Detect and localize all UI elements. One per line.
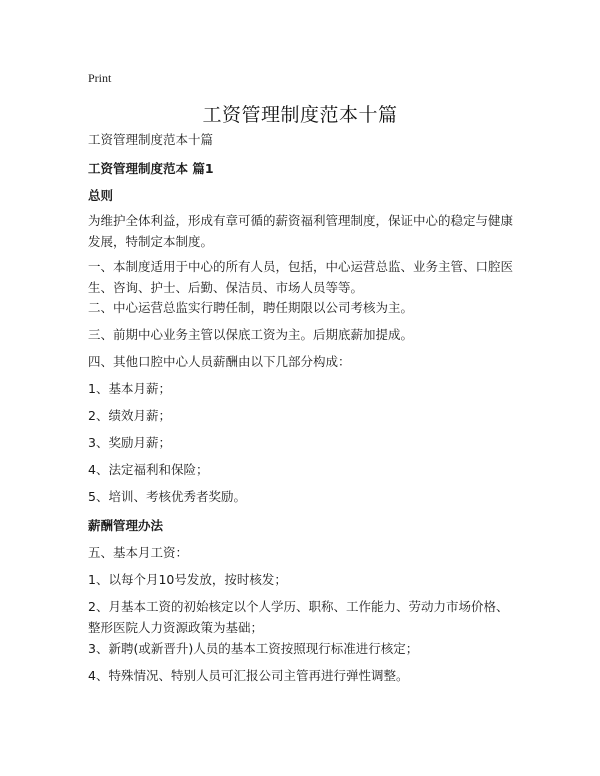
- paragraph-intro: 为维护全体利益，形成有章可循的薪资福利管理制度，保证中心的稳定与健康发展，特制定本制度。: [88, 213, 514, 249]
- salary-heading: 薪酬管理办法: [88, 518, 164, 533]
- paragraph-base-salary: 五、基本月工资：: [88, 545, 189, 560]
- paragraph-supervisor: 三、前期中心业务主管以保底工资为主。后期底薪加提成。: [88, 327, 414, 342]
- list-item: 5、培训、考核优秀者奖励。: [88, 489, 246, 504]
- section-heading: 工资管理制度范本 篇1: [88, 161, 214, 176]
- list-item: 3、奖励月薪；: [88, 435, 171, 450]
- paragraph-scope: 一、本制度适用于中心的所有人员，包括，中心运营总监、业务主管、口腔医生、咨询、护士、后勤、保洁员、市场人员等等。: [88, 259, 514, 295]
- list-item: 1、基本月薪；: [88, 381, 171, 396]
- list-item: 2、绩效月薪；: [88, 408, 171, 423]
- list-item: 1、以每个月10号发放，按时核发；: [88, 572, 287, 587]
- paragraph-composition: 四、其他口腔中心人员薪酬由以下几部分构成：: [88, 354, 351, 369]
- document-subtitle: 工资管理制度范本十篇: [88, 132, 214, 147]
- list-item: 2、月基本工资的初始核定以个人学历、职称、工作能力、劳动力市场价格、整形医院人力资源政策为基础；: [88, 599, 509, 635]
- list-item: 4、特殊情况、特别人员可汇报公司主管再进行弹性调整。: [88, 668, 409, 683]
- document-title: 工资管理制度范本十篇: [202, 104, 398, 126]
- list-item: 3、新聘(或新晋升)人员的基本工资按照现行标准进行核定；: [88, 641, 419, 656]
- paragraph-director: 二、中心运营总监实行聘任制，聘任期限以公司考核为主。: [88, 300, 414, 315]
- list-item: 4、法定福利和保险；: [88, 462, 209, 477]
- general-heading: 总则: [88, 188, 114, 203]
- print-link[interactable]: Print: [88, 71, 112, 85]
